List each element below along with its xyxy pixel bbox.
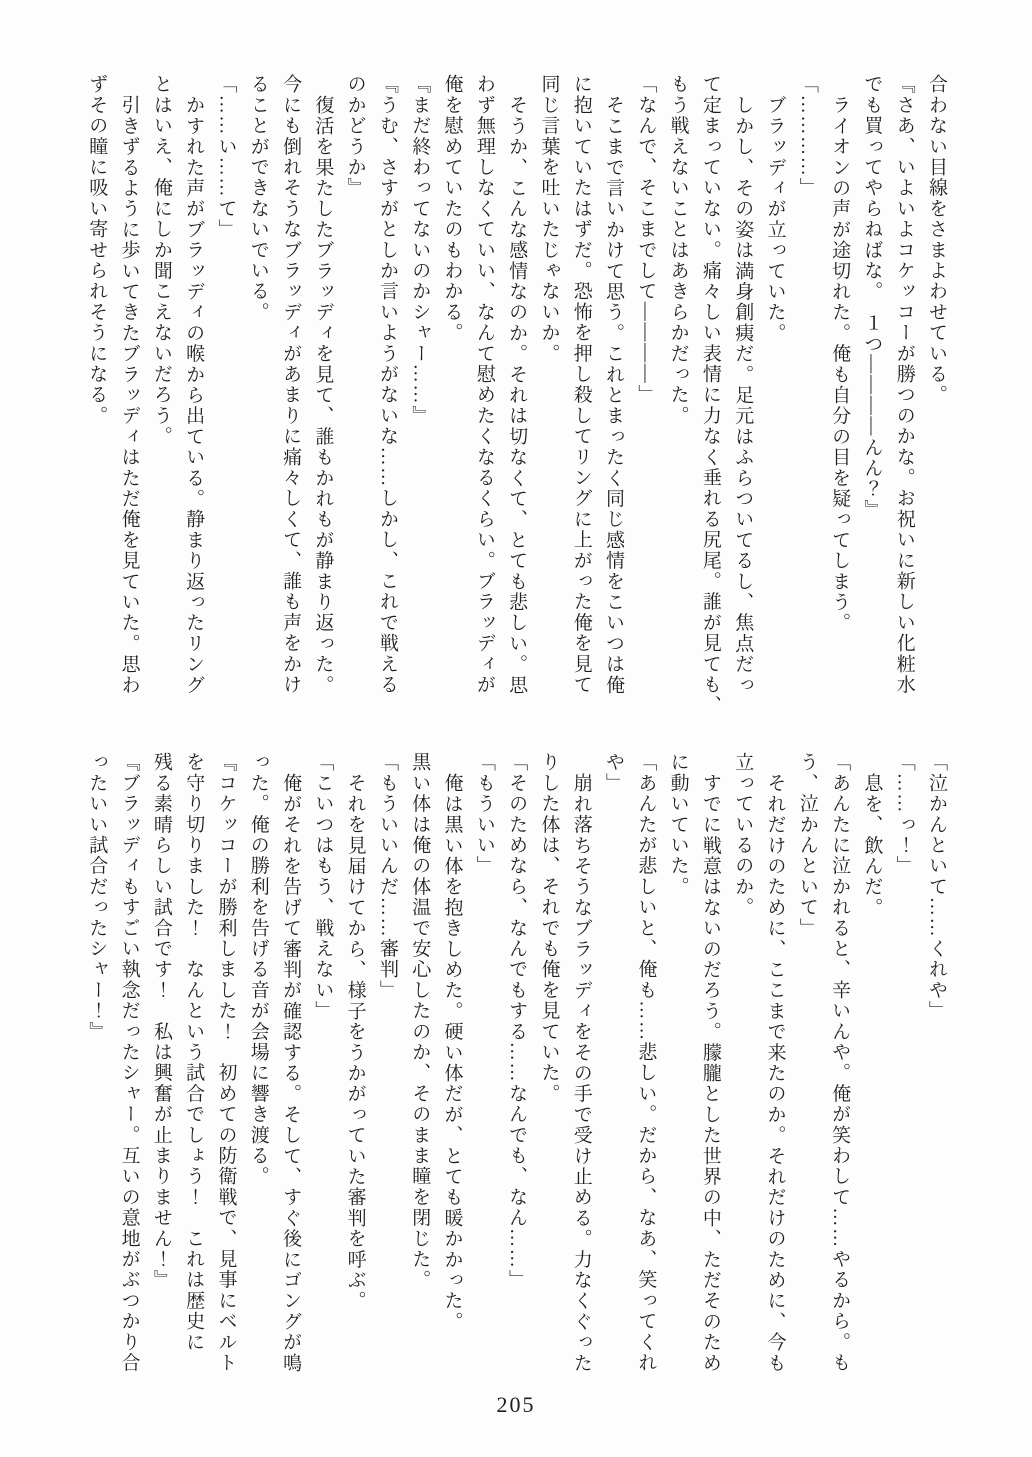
text-line: ライオンの声が途切れた。俺も自分の目を疑ってしまう。 — [829, 94, 851, 633]
text-line: かすれた声がブラッディの喉から出ている。静まり返ったリング — [183, 94, 205, 695]
text-line: や」 — [603, 752, 625, 794]
text-line: 『ブラッディもすごい執念だったシャー。互いの意地がぶつかり合 — [118, 752, 140, 1373]
text-line: った。俺の勝利を告げる音が会場に響き渡る。 — [247, 752, 269, 1187]
lower-text-block — [76, 752, 952, 1386]
text-line: 「そのためなら、なんでもする……なんでも、なん……」 — [506, 752, 528, 1291]
text-line: 『コケッコーが勝利しました！ 初めての防衛戦で、見事にベルト — [215, 752, 237, 1373]
text-line: 俺は黒い体を抱きしめた。硬い体だが、とても暖かかった。 — [441, 772, 463, 1332]
text-line: を守り切りました！ なんという試合でしょう！ これは歴史に — [183, 752, 205, 1353]
text-line: とはいえ、俺にしか聞こえないだろう。 — [150, 74, 172, 447]
text-line: 息を、飲んだ。 — [861, 772, 883, 918]
text-line: 「こいつはもう、戦えない」 — [312, 752, 334, 1022]
text-line: 引きずるように歩いてきたブラッディはただ俺を見ていた。思わ — [118, 94, 140, 695]
text-line: 同じ言葉を吐いたじゃないか。 — [538, 74, 560, 364]
text-line: 合わない目線をさまよわせている。 — [926, 74, 947, 406]
text-line: わず無理しなくていい、なんて慰めたくなるくらい。ブラッディが — [473, 74, 495, 695]
text-line: すでに戦意はないのだろう。朦朧とした世界の中、ただそのため — [699, 772, 721, 1373]
text-line: でも買ってやらねばな。 １つ――――んん？』 — [861, 74, 883, 520]
text-line: それを見届けてから、様子をうかがっていた審判を呼ぶ。 — [344, 772, 366, 1311]
text-line: 俺を慰めていたのもわかる。 — [441, 74, 463, 344]
text-line: 『さあ、いよいよコケッコーが勝つのかな。お祝いに新しい化粧水 — [893, 74, 915, 695]
upper-text-block — [76, 74, 952, 732]
text-line: 残る素晴らしい試合です！ 私は興奮が止まりません！』 — [150, 752, 172, 1291]
text-line: それだけのために、ここまで来たのか。それだけのために、今も — [764, 772, 786, 1373]
text-line: もう戦えないことはあきらかだった。 — [667, 74, 689, 426]
text-line: ずその瞳に吸い寄せられそうになる。 — [86, 74, 108, 426]
text-line: 復活を果たしたブラッディを見て、誰もかれもが静まり返った。 — [312, 94, 334, 695]
text-line: 崩れ落ちそうなブラッディをその手で受け止める。力なくぐった — [570, 772, 592, 1373]
text-line: 「なんで、そこまでして――――」 — [635, 74, 657, 406]
text-line: 「もういいんだ……審判」 — [376, 752, 398, 1001]
text-line: う、泣かんといて」 — [796, 752, 818, 939]
text-line: 「あんたが悲しいと、俺も……悲しい。だから、なあ、笑ってくれ — [635, 752, 657, 1373]
text-line: 俺がそれを告げて審判が確認する。そして、すぐ後にゴングが鳴 — [280, 772, 302, 1373]
text-line: ることができないでいる。 — [247, 74, 269, 323]
text-line: て定まっていない。痛々しい表情に力なく垂れる尻尾。誰が見ても、 — [699, 74, 721, 716]
text-line: 今にも倒れそうなブラッディがあまりに痛々しくて、誰も声をかけ — [280, 74, 302, 695]
text-line: 『うむ、さすがとしか言いようがないな……しかし、これで戦える — [376, 74, 398, 695]
text-line: 「…………」 — [796, 74, 818, 199]
text-line: 「あんたに泣かれると、辛いんや。俺が笑わして……やるから。も — [829, 752, 851, 1373]
text-line: に動いていた。 — [667, 752, 689, 897]
text-line: 「もういい」 — [473, 752, 495, 877]
text-line: 「……い……て」 — [215, 74, 237, 240]
text-line: のかどうか』 — [344, 74, 366, 199]
text-line: そうか、こんな感情なのか。それは切なくて、とても悲しい。思 — [506, 94, 528, 695]
text-line: 「……っ！」 — [893, 752, 915, 877]
text-line: 黒い体は俺の体温で安心したのか、そのまま瞳を閉じた。 — [409, 752, 431, 1291]
text-line: しかし、その姿は満身創痍だ。足元はふらついてるし、焦点だっ — [732, 94, 754, 695]
text-line: 立っているのか。 — [732, 752, 754, 918]
text-line: ったいい試合だったシャー！』 — [86, 752, 108, 1042]
text-line: りした体は、それでも俺を見ていた。 — [538, 752, 560, 1104]
text-line: 「泣かんといて……くれや」 — [926, 752, 947, 1022]
page-number: 205 — [496, 1392, 536, 1417]
text-line: に抱いていたはずだ。恐怖を押し殺してリングに上がった俺を見て — [570, 74, 592, 695]
text-line: 『まだ終わってないのかシャー……』 — [409, 74, 431, 426]
text-line: そこまで言いかけて思う。これとまったく同じ感情をこいつは俺 — [603, 94, 625, 695]
text-line: ブラッディが立っていた。 — [764, 94, 786, 344]
